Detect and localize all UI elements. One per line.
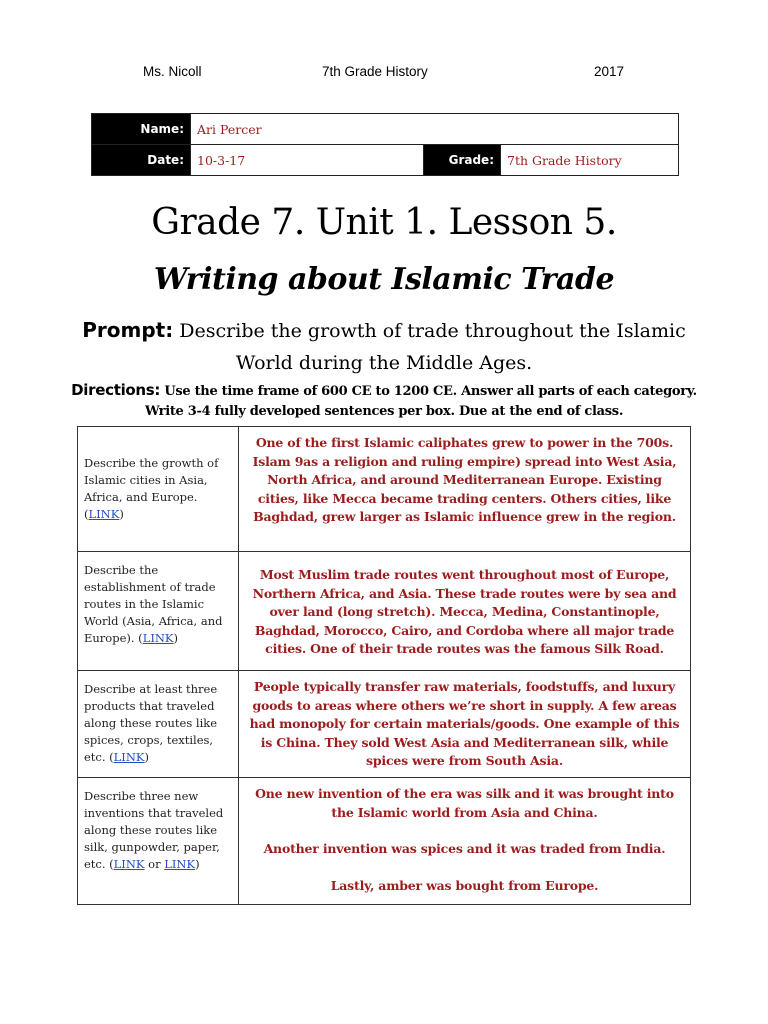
link[interactable]: LINK — [113, 750, 145, 764]
answer-cell[interactable] — [239, 427, 691, 552]
question-text-end: ) — [173, 631, 179, 645]
table-row — [78, 671, 691, 778]
prompt-text: Describe the growth of trade throughout the Islamic World during the Middle Ages. — [173, 320, 686, 374]
teacher-name: Ms. Nicoll — [143, 64, 202, 79]
lesson-title: Grade 7. Unit 1. Lesson 5. — [151, 202, 617, 243]
link[interactable]: LINK — [142, 631, 174, 645]
question-text-end: ) — [119, 507, 124, 521]
directions — [70, 380, 698, 422]
answer-cell[interactable] — [239, 552, 691, 671]
lesson-subtitle: Writing about Islamic Trade — [153, 262, 615, 297]
directions-label: Directions: — [71, 381, 161, 399]
question-text-mid: or — [144, 857, 165, 871]
date-label: Date: — [92, 145, 191, 176]
course-name: 7th Grade History — [322, 64, 428, 79]
question-cell — [78, 671, 239, 778]
question-cell — [78, 778, 239, 905]
assignment-table — [77, 426, 691, 905]
link[interactable]: LINK — [88, 507, 120, 521]
answer-paragraph: Most Muslim trade routes went throughout most of Europe, Northern Africa, and Asia. These trade routes were by sea and over land (long stretch). Mecca, Medina, Constantinople, Baghdad, Morocco, Cairo, and Cordoba where all major trade cities. One of their trade routes was the famous Silk Road. — [252, 567, 677, 656]
name-label: Name: — [92, 114, 191, 145]
date-field[interactable]: 10-3-17 — [191, 145, 424, 176]
question-text: Describe at least three products that traveled along these routes like spices, crops, textiles, etc. ( — [84, 682, 218, 764]
table-row — [78, 778, 691, 905]
grade-field[interactable]: 7th Grade History — [501, 145, 679, 176]
question-text: Describe three new inventions that traveled along these routes like silk, gunpowder, paper, etc. ( — [84, 789, 224, 871]
question-text-end: ) — [195, 857, 200, 871]
question-text: Describe the growth of Islamic cities in Asia, Africa, and Europe. ( — [84, 456, 219, 521]
question-cell — [78, 552, 239, 671]
table-row — [78, 427, 691, 552]
prompt — [60, 314, 708, 379]
answer-paragraph: Another invention was spices and it was traded from India. — [263, 841, 666, 856]
name-field[interactable]: Ari Percer — [191, 114, 679, 145]
answer-cell[interactable] — [239, 671, 691, 778]
year: 2017 — [594, 64, 625, 79]
answer-paragraph: People typically transfer raw materials, foodstuffs, and luxury goods to areas where others we’re short in supply. A few areas had monopoly for certain materials/goods. One example of this is China. They sold West Asia and Mediterranean silk, while spices were from South Asia. — [249, 679, 680, 768]
link[interactable]: LINK — [113, 857, 145, 871]
answer-cell[interactable] — [239, 778, 691, 905]
answer-paragraph: Lastly, amber was bought from Europe. — [330, 877, 599, 893]
table-row — [78, 552, 691, 671]
question-text: Describe the establishment of trade routes in the Islamic World (Asia, Africa, and Europe). ( — [84, 563, 223, 645]
answer-paragraph: One new invention of the era was silk and it was brought into the Islamic world from Asia and China. — [255, 786, 674, 820]
prompt-label: Prompt: — [82, 318, 174, 342]
link[interactable]: LINK — [164, 857, 196, 871]
question-text-end: ) — [144, 750, 150, 764]
directions-text: Use the time frame of 600 CE to 1200 CE. Answer all parts of each category. Write 3-4 fully developed sentences per box. Due at the end of class. — [144, 384, 697, 419]
answer-paragraph: One of the first Islamic caliphates grew to power in the 700s. Islam 9as a religion and ruling empire) spread into West Asia, North Africa, and around Mediterranean Europe. Existing cities, like Mecca became trading centers. Others cities, like Baghdad, grew larger as Islamic influence grew in the region. — [252, 435, 677, 524]
grade-label: Grade: — [424, 145, 501, 176]
student-info-table — [91, 113, 679, 176]
question-cell — [78, 427, 239, 552]
page-header — [0, 64, 768, 84]
